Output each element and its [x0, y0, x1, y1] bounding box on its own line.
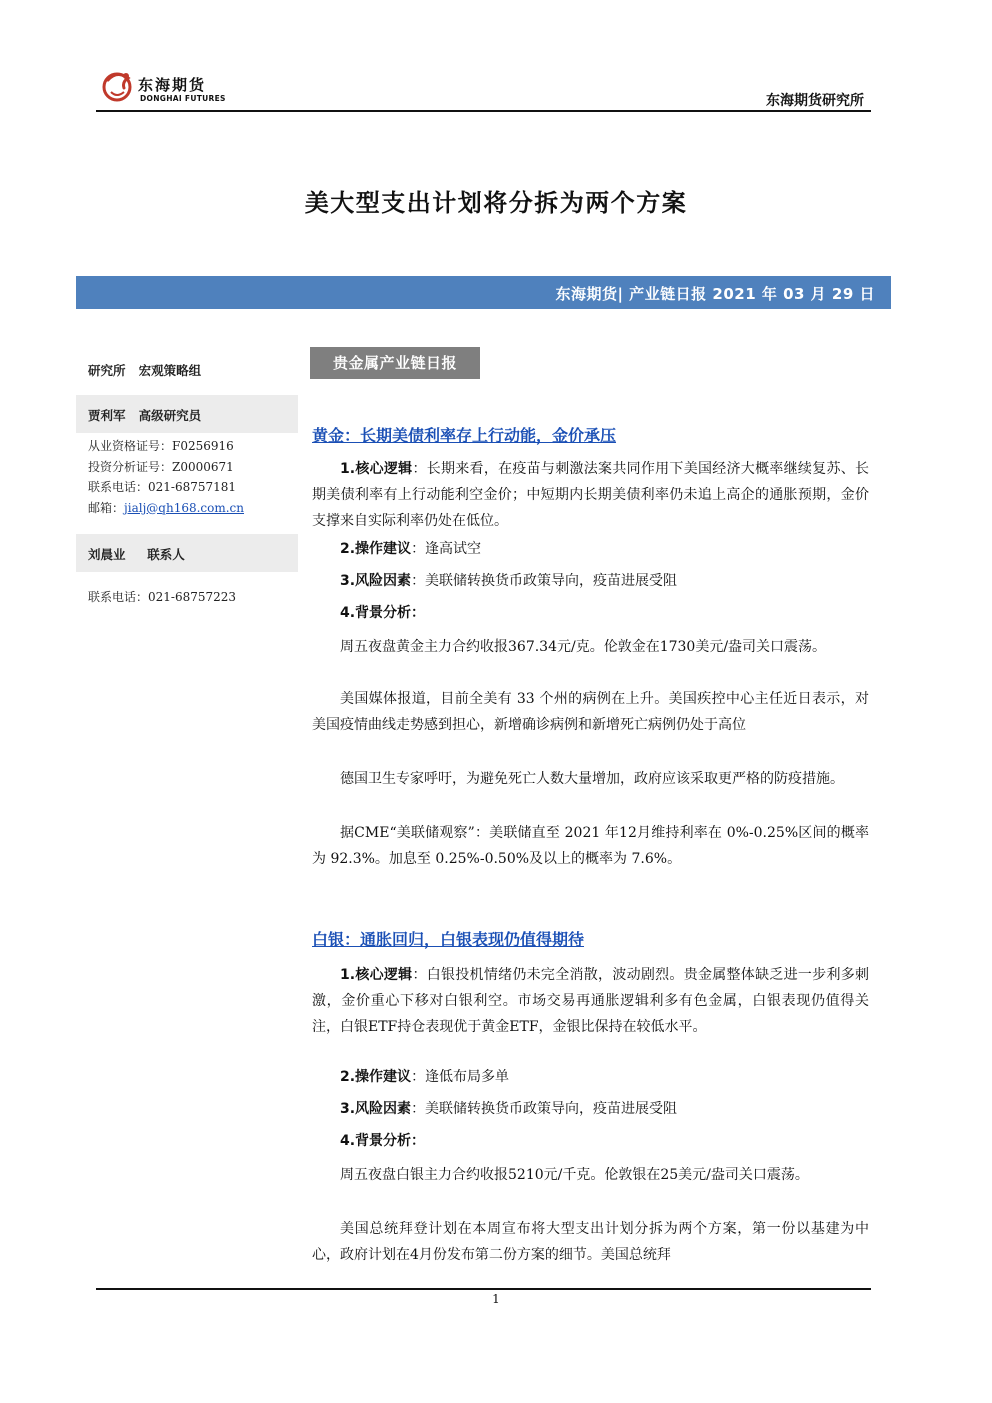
sidebar-group-label: 研究所	[88, 363, 126, 378]
gold-bg-para: 美国媒体报道，目前全美有 33 个州的病例在上升。美国疾控中心主任近日表示，对美国疫情曲线走势感到担心，新增确诊病例和新增死亡病例仍处于高位	[312, 691, 869, 733]
footer-divider	[96, 1288, 871, 1290]
analyst-info	[88, 436, 244, 518]
header-divider	[96, 110, 871, 112]
page-number: 1	[492, 1292, 500, 1306]
sidebar-group-value: 宏观策略组	[138, 363, 202, 378]
contact-header	[88, 545, 185, 563]
sidebar-group	[88, 361, 201, 379]
analyst-role: 高级研究员	[138, 408, 202, 423]
gold-advice	[312, 536, 869, 562]
silver-logic-text: ：白银投机情绪仍未完全消散，波动剧烈。贵金属整体缺乏进一步利多刺激，金价重心下移对白银利空。市场交易再通胀逻辑利多有色金属，白银表现仍值得关注，白银ETF持仓表现优于黄金ETF，金银比保持在较低水平。	[312, 967, 870, 1035]
gold-advice-text: ：逢高试空	[411, 541, 482, 557]
gold-logic	[312, 456, 869, 534]
email-link[interactable]: jialj@qh168.com.cn	[124, 500, 245, 515]
gold-logic-label: 1.核心逻辑	[340, 461, 413, 477]
gold-risk	[312, 568, 869, 594]
silver-bg-label	[312, 1128, 869, 1154]
gold-risk-label: 3.风险因素	[340, 573, 412, 589]
gold-bg-label	[312, 600, 869, 626]
contact-name: 刘晨业	[88, 547, 126, 562]
silver-bg-para: 美国总统拜登计划在本周宣布将大型支出计划分拆为两个方案，第一份以基建为中心，政府计划在4月份发布第二份方案的细节。美国总统拜	[312, 1221, 869, 1263]
gold-logic-text: ：长期来看，在疫苗与刺激法案共同作用下美国经济大概率继续复苏、长期美债利率有上行动能利空金价；中短期内长期美债利率仍未追上高企的通胀预期，金价支撑来自实际利率仍处在低位。	[312, 461, 870, 529]
silver-advice-label: 2.操作建议	[340, 1069, 412, 1085]
silver-advice-text: ：逢低布局多单	[411, 1069, 510, 1085]
silver-logic	[312, 962, 869, 1040]
silver-risk-text: ：美联储转换货币政策导向，疫苗进展受阻	[411, 1101, 678, 1117]
analyst-header	[88, 406, 201, 424]
dragon-logo-icon	[100, 68, 136, 104]
header-institute: 东海期货研究所	[766, 93, 864, 109]
silver-bg-label-text: 4.背景分析：	[340, 1133, 426, 1149]
analyst-invest-license: 投资分析证号：Z0000671	[88, 459, 234, 474]
silver-bg-para: 周五夜盘白银主力合约收报5210元/千克。伦敦银在25美元/盎司关口震荡。	[340, 1167, 809, 1183]
gold-bg-label-text: 4.背景分析：	[340, 605, 426, 621]
banner-text: 东海期货| 产业链日报 2021 年 03 月 29 日	[555, 285, 875, 303]
silver-advice	[312, 1064, 869, 1090]
company-logo	[100, 68, 240, 108]
silver-risk	[312, 1096, 869, 1122]
document-title: 美大型支出计划将分拆为两个方案	[304, 188, 688, 217]
analyst-name: 贾利军	[88, 408, 126, 423]
logo-en: DONGHAI FUTURES	[140, 94, 226, 103]
gold-bg-para: 德国卫生专家呼吁，为避免死亡人数大量增加，政府应该采取更严格的防疫措施。	[340, 771, 844, 787]
gold-bg-para: 据CME“美联储观察”：美联储直至 2021 年12月维持利率在 0%-0.25%区间的概率为 92.3%。加息至 0.25%-0.50%及以上的概率为 7.6%。	[312, 825, 869, 867]
gold-risk-text: ：美联储转换货币政策导向，疫苗进展受阻	[411, 573, 678, 589]
silver-heading[interactable]: 白银：通胀回归，白银表现仍值得期待	[312, 930, 585, 949]
contact-phone: 联系电话：021-68757223	[88, 590, 237, 604]
report-banner	[76, 276, 891, 309]
email-label: 邮箱：	[88, 500, 125, 515]
silver-logic-label: 1.核心逻辑	[340, 967, 413, 983]
analyst-phone: 联系电话：021-68757181	[88, 480, 237, 494]
analyst-license: 从业资格证号：F0256916	[88, 439, 234, 453]
gold-heading[interactable]: 黄金：长期美债利率存上行动能，金价承压	[312, 426, 617, 445]
analyst-email-row	[88, 498, 244, 519]
silver-risk-label: 3.风险因素	[340, 1101, 412, 1117]
gold-advice-label: 2.操作建议	[340, 541, 412, 557]
contact-role: 联系人	[147, 547, 185, 562]
section-tag: 贵金属产业链日报	[310, 347, 480, 379]
logo-cn: 东海期货	[138, 76, 207, 94]
gold-bg-para: 周五夜盘黄金主力合约收报367.34元/克。伦敦金在1730美元/盎司关口震荡。	[340, 639, 827, 655]
